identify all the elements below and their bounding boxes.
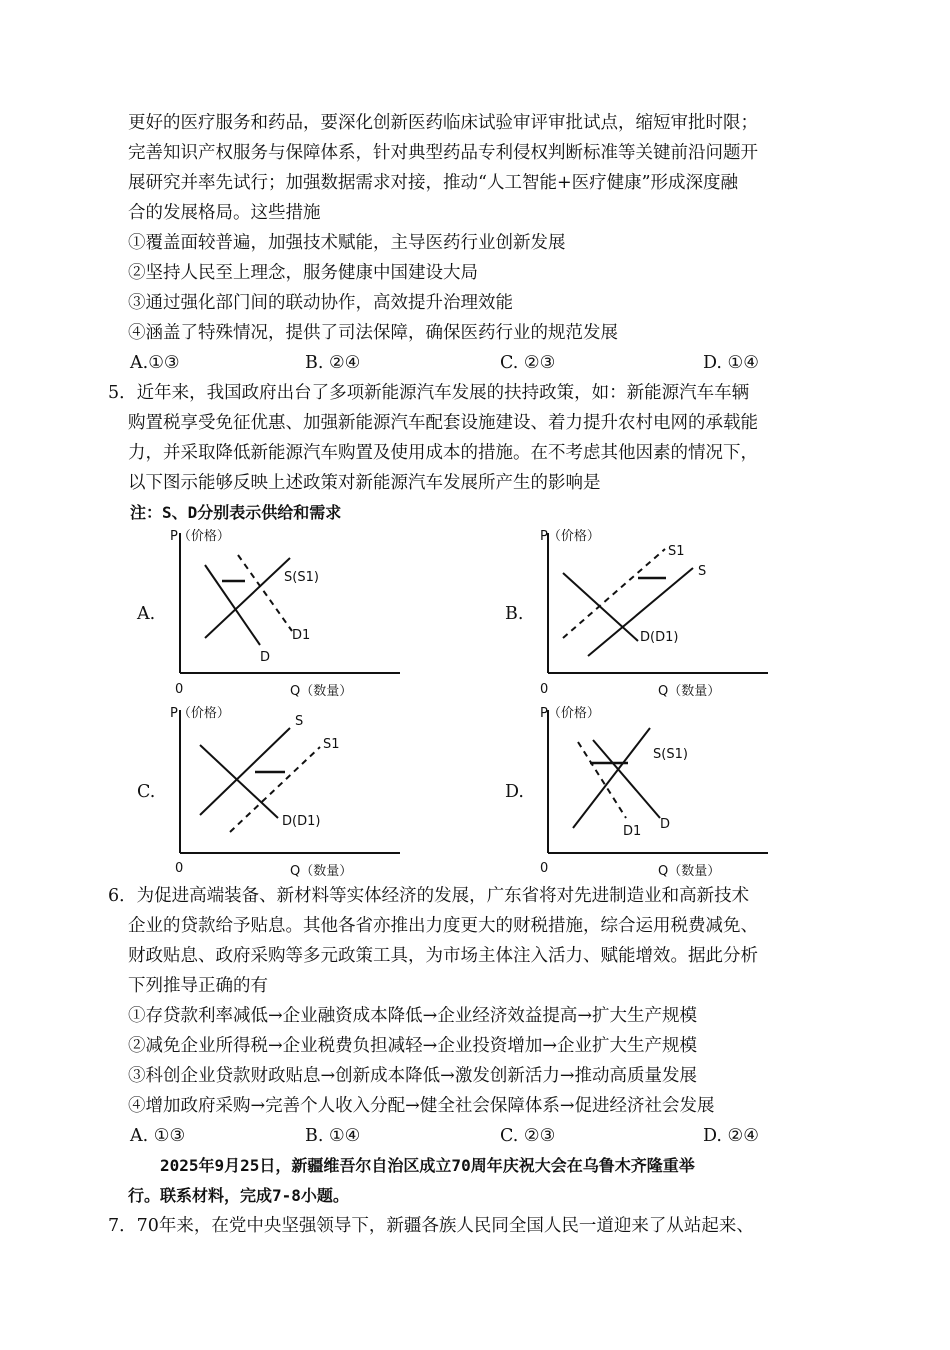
q-axis-label: Q（数量） <box>290 864 353 879</box>
curve-label: D1 <box>623 824 642 839</box>
material-line: 2025年9月25日，新疆维吾尔自治区成立70周年庆祝大会在乌鲁木齐隆重举 <box>160 1156 695 1175</box>
q6-stem-line: 财政贴息、政府采购等多元政策工具，为市场主体注入活力、赋能增效。据此分析 <box>128 946 758 966</box>
q5-note: 注：S、D分别表示供给和需求 <box>130 503 342 522</box>
q4-stem-line: 完善知识产权服务与保障体系，针对典型药品专利侵权判断标准等关键前沿问题开 <box>128 143 758 163</box>
q6-stem-line: 企业的贷款给予贴息。其他各省亦推出力度更大的财税措施，综合运用税费减免、 <box>128 916 758 936</box>
graph-d <box>528 700 788 880</box>
q6-item: ③科创企业贷款财政贴息→创新成本降低→激发创新活力→推动高质量发展 <box>128 1066 697 1086</box>
q4-item: ①覆盖面较普遍，加强技术赋能，主导医药行业创新发展 <box>128 233 566 253</box>
q-axis-label: Q（数量） <box>658 684 721 699</box>
origin-label: 0 <box>175 861 184 876</box>
q6-item: ④增加政府采购→完善个人收入分配→健全社会保障体系→促进经济社会发展 <box>128 1096 715 1116</box>
q4-option-d[interactable]: D. ①④ <box>703 353 759 373</box>
curve-label: S(S1) <box>284 570 319 585</box>
origin-label: 0 <box>175 682 184 697</box>
origin-label: 0 <box>540 682 549 697</box>
p-axis-label: P（价格） <box>170 706 230 721</box>
origin-label: 0 <box>540 861 549 876</box>
q6-option-a[interactable]: A. ①③ <box>130 1126 186 1146</box>
q4-stem-line: 合的发展格局。这些措施 <box>128 203 321 223</box>
curve-label: S <box>295 714 304 729</box>
q4-option-a[interactable]: A.①③ <box>130 353 180 373</box>
material-line: 行。联系材料，完成7-8小题。 <box>128 1186 349 1205</box>
curve-label: S1 <box>323 737 340 752</box>
q4-item: ④涵盖了特殊情况，提供了司法保障，确保医药行业的规范发展 <box>128 323 618 343</box>
curve-label: D <box>660 817 671 832</box>
graph-c <box>160 700 420 880</box>
q6-option-c[interactable]: C. ②③ <box>500 1126 556 1146</box>
graph-a-label[interactable]: A. <box>137 604 156 624</box>
q-axis-label: Q（数量） <box>290 684 353 699</box>
graph-a <box>160 523 420 703</box>
curve-label: D(D1) <box>282 814 321 829</box>
p-axis-label: P（价格） <box>540 706 600 721</box>
q4-item: ②坚持人民至上理念，服务健康中国建设大局 <box>128 263 478 283</box>
q6-option-b[interactable]: B. ①④ <box>305 1126 361 1146</box>
q4-item: ③通过强化部门间的联动协作，高效提升治理效能 <box>128 293 513 313</box>
curve-label: S1 <box>668 544 685 559</box>
q6-item: ②减免企业所得税→企业税费负担减轻→企业投资增加→企业扩大生产规模 <box>128 1036 697 1056</box>
graph-b <box>528 523 788 703</box>
curve-label: D1 <box>292 628 311 643</box>
p-axis-label: P（价格） <box>540 529 600 544</box>
graph-d-label[interactable]: D. <box>505 782 524 802</box>
q6-stem-line: 下列推导正确的有 <box>128 976 268 996</box>
q6-item: ①存贷款利率减低→企业融资成本降低→企业经济效益提高→扩大生产规模 <box>128 1006 697 1026</box>
q5-stem-line: 5．近年来，我国政府出台了多项新能源汽车发展的扶持政策，如：新能源汽车车辆 <box>108 383 750 403</box>
curve-label: D(D1) <box>640 630 679 645</box>
p-axis-label: P（价格） <box>170 529 230 544</box>
graph-c-label[interactable]: C. <box>137 782 156 802</box>
q4-stem-line: 展研究并率先试行；加强数据需求对接，推动“人工智能+医疗健康”形成深度融 <box>128 173 739 193</box>
q6-option-d[interactable]: D. ②④ <box>703 1126 759 1146</box>
q7-stem-line: 7．70年来，在党中央坚强领导下，新疆各族人民同全国人民一道迎来了从站起来、 <box>108 1216 754 1236</box>
curve-label: S <box>698 564 707 579</box>
q6-stem-line: 6．为促进高端装备、新材料等实体经济的发展，广东省将对先进制造业和高新技术 <box>108 886 750 906</box>
q-axis-label: Q（数量） <box>658 864 721 879</box>
q5-stem-line: 购置税享受免征优惠、加强新能源汽车配套设施建设、着力提升农村电网的承载能 <box>128 413 758 433</box>
q5-stem-line: 以下图示能够反映上述政策对新能源汽车发展所产生的影响是 <box>128 473 601 493</box>
curve-label: D <box>260 650 271 665</box>
curve-label: S(S1) <box>653 747 688 762</box>
q4-stem-line: 更好的医疗服务和药品，要深化创新医药临床试验审评审批试点，缩短审批时限； <box>128 113 758 133</box>
q4-option-b[interactable]: B. ②④ <box>305 353 361 373</box>
q4-option-c[interactable]: C. ②③ <box>500 353 556 373</box>
graph-b-label[interactable]: B. <box>505 604 524 624</box>
q5-stem-line: 力，并采取降低新能源汽车购置及使用成本的措施。在不考虑其他因素的情况下， <box>128 443 758 463</box>
